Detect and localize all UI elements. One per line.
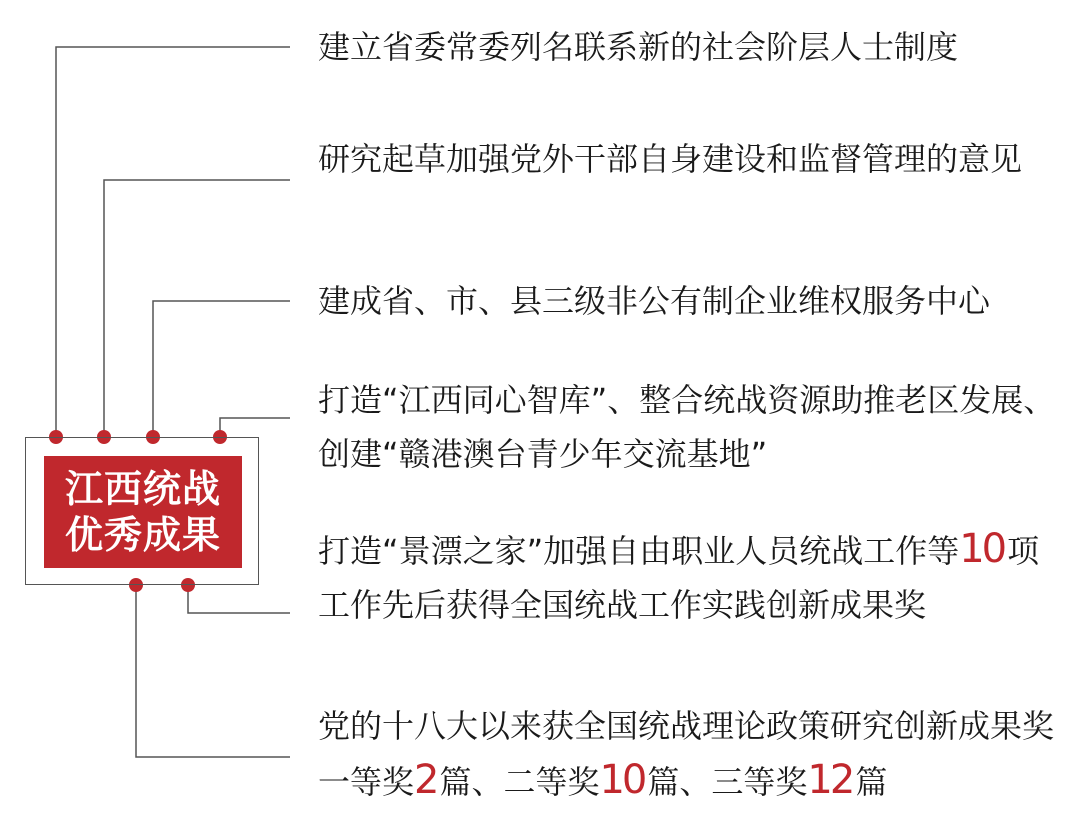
item-text: “江西同心智库” xyxy=(382,381,608,419)
item-text: “景漂之家” xyxy=(382,532,544,570)
connector-line-4 xyxy=(220,418,290,437)
connector-line-1 xyxy=(56,47,290,437)
connector-line-6 xyxy=(136,585,290,757)
item-lead: 打造 xyxy=(318,532,383,570)
highlight-number: 12 xyxy=(807,757,853,803)
highlight-number: 10 xyxy=(959,526,1005,572)
achievement-item-1 xyxy=(318,20,1058,74)
connector-line-3 xyxy=(153,301,290,437)
item-lead: 打造 xyxy=(318,381,383,419)
item-text: 工作先后获得全国统战工作实践创新成果奖 xyxy=(318,586,927,624)
highlight-number: 10 xyxy=(599,757,645,803)
item-text: 助推老区发展、 xyxy=(831,381,1056,419)
achievement-item-6 xyxy=(318,699,1058,809)
item-text: 党的十八大以来获全国统战理论政策研究创新成果奖一等奖 xyxy=(318,707,1055,801)
connector-line-2 xyxy=(104,180,290,437)
item-text: 、整合统战资源 xyxy=(607,381,832,419)
achievement-item-3 xyxy=(318,274,1058,328)
item-text: 篇 xyxy=(855,763,888,801)
item-text: “赣港澳台青少年交流基地” xyxy=(382,435,768,473)
item-text: 创建 xyxy=(318,435,383,473)
item-body: 省、市、县三级非公有制企业维权服务中心 xyxy=(382,282,991,320)
item-text: 篇、二等奖 xyxy=(439,763,600,801)
item-body: 加强党外干部自身建设和监督管理的意见 xyxy=(446,140,1023,178)
hub-title-box xyxy=(44,456,242,568)
item-text: 篇、三等奖 xyxy=(647,763,808,801)
hub-title-line-2: 优秀成果 xyxy=(64,513,221,557)
highlight-number: 2 xyxy=(414,757,437,803)
item-lead: 建成 xyxy=(318,282,383,320)
item-text: 加强自由职业人员统战工作等 xyxy=(543,532,960,570)
item-lead: 建立 xyxy=(318,28,383,66)
achievement-item-2 xyxy=(318,132,1058,186)
achievement-item-4 xyxy=(318,373,1058,481)
item-lead: 研究起草 xyxy=(318,140,447,178)
connector-line-5 xyxy=(188,585,290,613)
hub-title-line-1: 江西统战 xyxy=(64,467,221,511)
item-body: 省委常委列名联系新的社会阶层人士制度 xyxy=(382,28,959,66)
item-text: 项 xyxy=(1007,532,1040,570)
achievement-item-5 xyxy=(318,522,1058,632)
